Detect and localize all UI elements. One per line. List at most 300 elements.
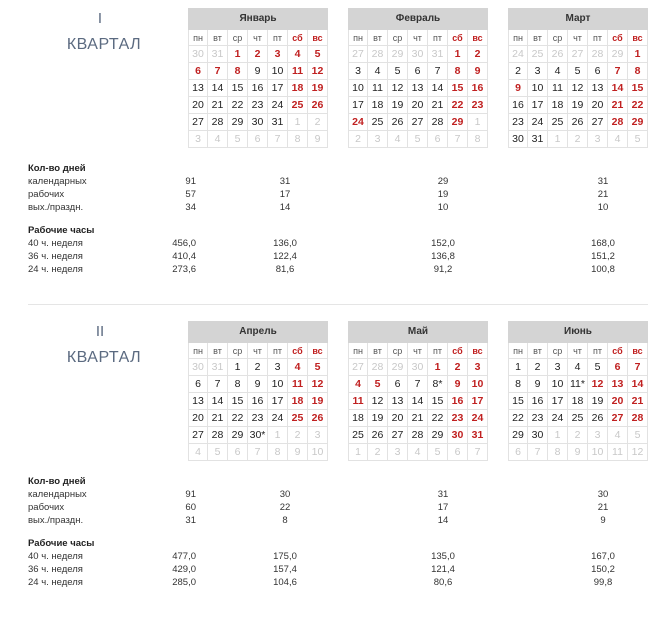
day-cell: 23: [248, 97, 268, 114]
day-cell: 4: [348, 376, 368, 393]
day-cell: 11: [288, 376, 308, 393]
month-value: 9: [600, 515, 606, 526]
day-cell: 1: [628, 46, 648, 63]
hours-row: [28, 263, 648, 276]
weekday-header: чт: [408, 343, 428, 359]
day-cell: 6: [428, 131, 448, 148]
day-cell: 25: [528, 46, 548, 63]
day-cell: 18: [288, 393, 308, 410]
day-cell: 21: [408, 410, 428, 427]
day-cell: 11: [368, 80, 388, 97]
day-cell: 20: [188, 410, 208, 427]
day-cell: 12: [568, 80, 588, 97]
day-cell: 3: [588, 131, 608, 148]
weekday-header: ср: [388, 30, 408, 46]
month-value: 100,8: [591, 264, 615, 275]
weekday-header: сб: [288, 343, 308, 359]
day-cell: 21: [608, 97, 628, 114]
day-cell: 7: [608, 63, 628, 80]
weekday-header: чт: [568, 343, 588, 359]
day-cell: 30: [188, 46, 208, 63]
row-label: календарных: [28, 489, 87, 500]
month-value: 122,4: [273, 251, 297, 262]
day-cell: 28: [628, 410, 648, 427]
day-cell: 28: [208, 427, 228, 444]
hours-row: [28, 563, 648, 576]
day-cell: 25: [548, 114, 568, 131]
day-cell: 19: [568, 97, 588, 114]
day-cell: 19: [588, 393, 608, 410]
day-cell: 26: [388, 114, 408, 131]
month-value: 17: [279, 189, 291, 200]
weekday-header: пт: [588, 343, 608, 359]
day-cell: 6: [188, 63, 208, 80]
day-cell: 22: [228, 410, 248, 427]
day-cell: 15: [228, 80, 248, 97]
quarter-total: 285,0: [172, 577, 196, 588]
days-count-title: Кол-во дней: [28, 163, 86, 174]
day-cell: 16: [468, 80, 488, 97]
day-cell: 3: [388, 444, 408, 461]
day-cell: 28: [588, 46, 608, 63]
day-cell: 10: [588, 444, 608, 461]
day-cell: 14: [408, 393, 428, 410]
day-cell: 6: [188, 376, 208, 393]
day-cell: 25: [368, 114, 388, 131]
day-cell: 14: [628, 376, 648, 393]
day-cell: 2: [448, 359, 468, 376]
month-value: 10: [437, 202, 449, 213]
weekday-header: вс: [468, 343, 488, 359]
quarter-total: 60: [185, 502, 196, 513]
day-cell: 4: [188, 444, 208, 461]
month-calendar: [348, 321, 488, 461]
weekday-header: чт: [248, 30, 268, 46]
day-cell: 3: [308, 427, 328, 444]
day-cell: 18: [348, 410, 368, 427]
day-cell: 22: [508, 410, 528, 427]
day-cell: 8: [228, 376, 248, 393]
day-cell: 1: [548, 427, 568, 444]
day-cell: 13: [588, 80, 608, 97]
day-cell: 13: [388, 393, 408, 410]
day-cell: 17: [348, 97, 368, 114]
day-cell: 3: [548, 359, 568, 376]
day-cell: 9: [248, 376, 268, 393]
day-cell: 28: [408, 427, 428, 444]
day-cell: 27: [188, 427, 208, 444]
quarter-total: 91: [185, 489, 196, 500]
hours-row: [28, 250, 648, 263]
weekday-header: вт: [528, 343, 548, 359]
weekday-header: вт: [208, 343, 228, 359]
day-cell: 4: [288, 46, 308, 63]
month-title: Апрель: [188, 321, 328, 343]
day-cell: 19: [308, 80, 328, 97]
quarter-total: 34: [185, 202, 196, 213]
day-cell: 11*: [568, 376, 588, 393]
day-cell: 1: [228, 359, 248, 376]
day-cell: 26: [368, 427, 388, 444]
day-cell: 29: [508, 427, 528, 444]
weekday-header: вс: [308, 30, 328, 46]
day-cell: 9: [468, 63, 488, 80]
day-cell: 16: [448, 393, 468, 410]
day-cell: 11: [348, 393, 368, 410]
day-cell: 30: [408, 359, 428, 376]
month-value: 157,4: [273, 564, 297, 575]
day-cell: 15: [428, 393, 448, 410]
work-hours-title: Рабочие часы: [28, 225, 95, 236]
weekday-header: вс: [308, 343, 328, 359]
month-title: Март: [508, 8, 648, 30]
row-label: календарных: [28, 176, 87, 187]
day-cell: 5: [428, 444, 448, 461]
weekday-header: чт: [248, 343, 268, 359]
day-cell: 29: [228, 427, 248, 444]
day-cell: 6: [248, 131, 268, 148]
day-cell: 19: [368, 410, 388, 427]
month-title: Январь: [188, 8, 328, 30]
day-cell: 1: [288, 114, 308, 131]
days-row: [28, 201, 648, 214]
day-cell: 25: [288, 410, 308, 427]
month-value: 29: [437, 176, 449, 187]
month-value: 81,6: [275, 264, 295, 275]
day-cell: 11: [288, 63, 308, 80]
month-value: 31: [597, 176, 609, 187]
day-cell: 17: [528, 97, 548, 114]
month-value: 150,2: [591, 564, 615, 575]
day-cell: 30: [508, 131, 528, 148]
day-cell: 10: [268, 376, 288, 393]
month-value: 135,0: [431, 551, 455, 562]
day-cell: 23: [508, 114, 528, 131]
day-cell: 9: [248, 63, 268, 80]
days-row: [28, 188, 648, 201]
day-cell: 29: [228, 114, 248, 131]
day-cell: 4: [388, 131, 408, 148]
day-cell: 17: [468, 393, 488, 410]
day-cell: 4: [368, 63, 388, 80]
day-cell: 14: [208, 393, 228, 410]
row-label: рабочих: [28, 502, 65, 513]
days-row: [28, 514, 648, 527]
day-cell: 14: [428, 80, 448, 97]
month-value: 14: [279, 202, 291, 213]
day-cell: 2: [568, 427, 588, 444]
day-cell: 1: [268, 427, 288, 444]
weekday-header: пн: [188, 343, 208, 359]
day-cell: 18: [368, 97, 388, 114]
day-cell: 6: [408, 63, 428, 80]
day-cell: 20: [588, 97, 608, 114]
day-cell: 18: [288, 80, 308, 97]
month-value: 121,4: [431, 564, 455, 575]
day-cell: 31: [528, 131, 548, 148]
day-cell: 2: [248, 46, 268, 63]
day-cell: 27: [388, 427, 408, 444]
day-cell: 29: [388, 359, 408, 376]
day-cell: 12: [368, 393, 388, 410]
day-cell: 26: [548, 46, 568, 63]
quarter-total: 57: [185, 189, 196, 200]
quarter-total: 477,0: [172, 551, 196, 562]
day-cell: 31: [208, 46, 228, 63]
day-cell: 1: [548, 131, 568, 148]
weekday-header: пт: [428, 343, 448, 359]
day-cell: 7: [268, 131, 288, 148]
day-cell: 5: [628, 427, 648, 444]
day-cell: 7: [208, 63, 228, 80]
month-value: 22: [279, 502, 291, 513]
weekday-header: вс: [628, 30, 648, 46]
day-cell: 29: [388, 46, 408, 63]
row-label: 36 ч. неделя: [28, 564, 83, 575]
day-cell: 20: [608, 393, 628, 410]
day-cell: 1: [228, 46, 248, 63]
row-label: 40 ч. неделя: [28, 238, 83, 249]
day-cell: 2: [508, 63, 528, 80]
day-cell: 27: [188, 114, 208, 131]
day-cell: 7: [248, 444, 268, 461]
day-cell: 7: [428, 63, 448, 80]
day-cell: 24: [348, 114, 368, 131]
day-cell: 4: [608, 427, 628, 444]
day-cell: 23: [448, 410, 468, 427]
day-cell: 12: [388, 80, 408, 97]
day-cell: 28: [368, 359, 388, 376]
day-cell: 13: [188, 80, 208, 97]
day-cell: 19: [308, 393, 328, 410]
weekday-header: сб: [448, 30, 468, 46]
month-value: 175,0: [273, 551, 297, 562]
day-cell: 7: [208, 376, 228, 393]
month-value: 99,8: [593, 577, 613, 588]
day-cell: 8: [508, 376, 528, 393]
day-cell: 14: [608, 80, 628, 97]
day-cell: 8: [228, 63, 248, 80]
weekday-header: вт: [208, 30, 228, 46]
day-cell: 8: [548, 444, 568, 461]
day-cell: 7: [408, 376, 428, 393]
month-value: 168,0: [591, 238, 615, 249]
day-cell: 5: [308, 359, 328, 376]
month-title: Июнь: [508, 321, 648, 343]
month-grid: [348, 343, 488, 461]
day-cell: 6: [588, 63, 608, 80]
day-cell: 1: [428, 359, 448, 376]
day-cell: 24: [268, 410, 288, 427]
day-cell: 28: [608, 114, 628, 131]
weekday-header: ср: [228, 343, 248, 359]
month-value: 91,2: [433, 264, 453, 275]
day-cell: 14: [208, 80, 228, 97]
day-cell: 28: [208, 114, 228, 131]
weekday-header: ср: [548, 343, 568, 359]
day-cell: 15: [228, 393, 248, 410]
month-grid: [188, 30, 328, 148]
day-cell: 26: [308, 410, 328, 427]
day-cell: 29: [628, 114, 648, 131]
weekday-header: чт: [568, 30, 588, 46]
day-cell: 26: [308, 97, 328, 114]
day-cell: 22: [628, 97, 648, 114]
day-cell: 12: [628, 444, 648, 461]
month-calendar: [188, 8, 328, 148]
day-cell: 2: [248, 359, 268, 376]
month-value: 151,2: [591, 251, 615, 262]
day-cell: 25: [288, 97, 308, 114]
weekday-header: пн: [188, 30, 208, 46]
quarter-divider: [28, 304, 648, 305]
day-cell: 3: [368, 131, 388, 148]
day-cell: 3: [348, 63, 368, 80]
month-title: Февраль: [348, 8, 488, 30]
month-value: 152,0: [431, 238, 455, 249]
day-cell: 6: [448, 444, 468, 461]
day-cell: 1: [508, 359, 528, 376]
day-cell: 7: [448, 131, 468, 148]
day-cell: 30: [408, 46, 428, 63]
weekday-header: пт: [428, 30, 448, 46]
quarter-label: КВАРТАЛ: [66, 36, 142, 53]
day-cell: 12: [308, 376, 328, 393]
day-cell: 22: [228, 97, 248, 114]
quarter-2-section: [0, 313, 659, 613]
month-value: 17: [437, 502, 449, 513]
month-calendar: [508, 8, 648, 148]
day-cell: 5: [308, 46, 328, 63]
day-cell: 23: [248, 410, 268, 427]
day-cell: 23: [528, 410, 548, 427]
month-value: 30: [597, 489, 609, 500]
month-value: 80,6: [433, 577, 453, 588]
day-cell: 5: [368, 376, 388, 393]
day-cell: 3: [268, 359, 288, 376]
day-cell: 8*: [428, 376, 448, 393]
day-cell: 2: [468, 46, 488, 63]
spacer: [28, 527, 648, 537]
day-cell: 10: [548, 376, 568, 393]
day-cell: 20: [188, 97, 208, 114]
day-cell: 27: [588, 114, 608, 131]
day-cell: 6: [388, 376, 408, 393]
month-grid: [348, 30, 488, 148]
day-cell: 31: [268, 114, 288, 131]
day-cell: 6: [228, 444, 248, 461]
day-cell: 30: [188, 359, 208, 376]
day-cell: 15: [628, 80, 648, 97]
quarter-total: 456,0: [172, 238, 196, 249]
row-label: 24 ч. неделя: [28, 577, 83, 588]
day-cell: 5: [628, 131, 648, 148]
day-cell: 12: [308, 63, 328, 80]
weekday-header: пт: [268, 30, 288, 46]
weekday-header: ср: [388, 343, 408, 359]
days-row: [28, 501, 648, 514]
day-cell: 13: [408, 80, 428, 97]
day-cell: 24: [268, 97, 288, 114]
days-row: [28, 488, 648, 501]
month-value: 30: [279, 489, 291, 500]
day-cell: 16: [528, 393, 548, 410]
day-cell: 30: [248, 114, 268, 131]
day-cell: 9: [288, 444, 308, 461]
day-cell: 4: [208, 131, 228, 148]
day-cell: 16: [248, 393, 268, 410]
day-cell: 25: [348, 427, 368, 444]
day-cell: 3: [528, 63, 548, 80]
month-title: Май: [348, 321, 488, 343]
hours-row: [28, 576, 648, 589]
day-cell: 8: [448, 63, 468, 80]
hours-row: [28, 550, 648, 563]
day-cell: 8: [288, 131, 308, 148]
day-cell: 4: [288, 359, 308, 376]
day-cell: 11: [608, 444, 628, 461]
hours-row: [28, 237, 648, 250]
month-value: 167,0: [591, 551, 615, 562]
row-label: 24 ч. неделя: [28, 264, 83, 275]
days-count-title: Кол-во дней: [28, 476, 86, 487]
month-grid: [508, 30, 648, 148]
day-cell: 2: [288, 427, 308, 444]
month-calendar: [188, 321, 328, 461]
day-cell: 9: [308, 131, 328, 148]
day-cell: 31: [428, 46, 448, 63]
day-cell: 7: [528, 444, 548, 461]
day-cell: 4: [548, 63, 568, 80]
month-value: 14: [437, 515, 449, 526]
work-hours-title: Рабочие часы: [28, 538, 95, 549]
day-cell: 1: [448, 46, 468, 63]
quarter-1-section: [0, 0, 659, 300]
day-cell: 24: [508, 46, 528, 63]
day-cell: 10: [468, 376, 488, 393]
day-cell: 27: [608, 410, 628, 427]
day-cell: 4: [608, 131, 628, 148]
day-cell: 9: [528, 376, 548, 393]
day-cell: 16: [248, 80, 268, 97]
day-cell: 26: [568, 114, 588, 131]
day-cell: 29: [608, 46, 628, 63]
day-cell: 21: [628, 393, 648, 410]
month-value: 10: [597, 202, 609, 213]
month-value: 136,8: [431, 251, 455, 262]
row-label: вых./праздн.: [28, 515, 84, 526]
day-cell: 9: [568, 444, 588, 461]
month-value: 21: [597, 502, 609, 513]
day-cell: 7: [468, 444, 488, 461]
day-cell: 11: [548, 80, 568, 97]
day-cell: 10: [348, 80, 368, 97]
weekday-header: пн: [348, 343, 368, 359]
quarter-total: 273,6: [172, 264, 196, 275]
month-calendar: [348, 8, 488, 148]
day-cell: 5: [408, 131, 428, 148]
weekday-header: вс: [628, 343, 648, 359]
day-cell: 29: [448, 114, 468, 131]
day-cell: 20: [408, 97, 428, 114]
day-cell: 18: [548, 97, 568, 114]
weekday-header: пн: [508, 343, 528, 359]
day-cell: 10: [528, 80, 548, 97]
day-cell: 30*: [248, 427, 268, 444]
day-cell: 13: [608, 376, 628, 393]
quarter-stats: [28, 162, 648, 276]
day-cell: 4: [408, 444, 428, 461]
